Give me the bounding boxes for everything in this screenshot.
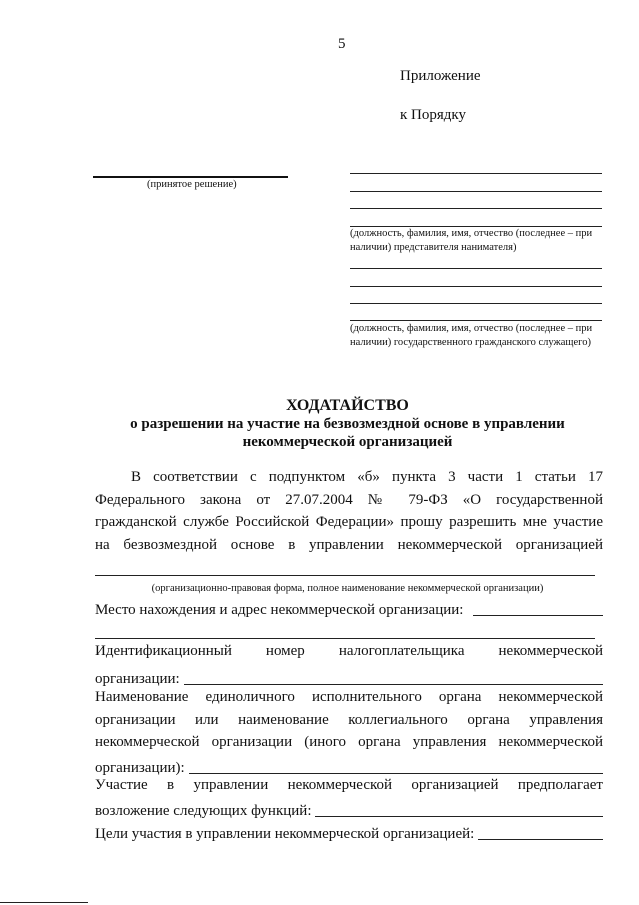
goals-label: Цели участия в управлении некоммерческой организацией: <box>95 826 475 842</box>
document-title: ХОДАТАЙСТВО <box>286 397 409 414</box>
location-field[interactable] <box>473 601 603 616</box>
inn-row <box>95 666 603 688</box>
employee-line-3 <box>350 303 602 304</box>
representative-line-2 <box>350 191 602 192</box>
employee-caption: (должность, фамилия, имя, отчество (последнее – при наличии) государственного гражданского служащего) <box>350 323 593 348</box>
functions-label-line-1: Участие в управлении некоммерческой организацией предполагает <box>95 777 603 793</box>
paragraph-line-3: гражданской службе Российской Федерации» прошу разрешить мне участие <box>95 514 603 530</box>
location-row <box>95 597 603 619</box>
employee-line-2 <box>350 286 602 287</box>
page-number: 5 <box>338 36 346 52</box>
employee-line-1 <box>350 268 602 269</box>
functions-field[interactable] <box>315 802 603 817</box>
functions-label: возложение следующих функций: <box>95 803 312 819</box>
head-label-line-2: организации или наименование коллегиального органа управления <box>95 712 603 728</box>
head-label-line-3: некоммерческой организации (иного органа управления некоммерческой <box>95 734 603 750</box>
appendix-reference: к Порядку <box>400 107 466 123</box>
inn-label: организации: <box>95 671 180 687</box>
employee-line-4 <box>350 320 602 321</box>
representative-line-1 <box>350 173 602 174</box>
organization-name-line <box>95 575 595 576</box>
petition-paragraph <box>95 466 603 556</box>
head-field[interactable] <box>189 759 603 774</box>
location-field-line-2[interactable] <box>95 638 595 639</box>
head-row <box>95 755 603 777</box>
document-subtitle-line-2: некоммерческой организацией <box>242 434 453 450</box>
head-label: организации): <box>95 760 185 776</box>
functions-row <box>95 798 603 820</box>
document-subtitle-line-1: о разрешении на участие на безвозмездной основе в управлении <box>130 416 565 432</box>
appendix-label: Приложение <box>400 68 481 84</box>
goals-field[interactable] <box>478 825 603 840</box>
inn-field[interactable] <box>184 670 603 685</box>
representative-line-3 <box>350 208 602 209</box>
head-label-line-1: Наименование единоличного исполнительного органа некоммерческой <box>95 689 603 705</box>
representative-caption: (должность, фамилия, имя, отчество (последнее – при наличии) представителя нанимателя) <box>350 228 593 253</box>
bottom-rule <box>0 902 88 903</box>
decision-caption: (принятое решение) <box>147 179 237 190</box>
organization-caption: (организационно-правовая форма, полное наименование некоммерческой организации) <box>151 583 544 594</box>
inn-label-line-1: Идентификационный номер налогоплательщика некоммерческой <box>95 643 603 659</box>
goals-row <box>95 821 603 843</box>
paragraph-line-1: В соответствии с подпунктом «б» пункта 3 части 1 статьи 17 <box>131 469 603 485</box>
paragraph-line-4: на безвозмездной основе в управлении некоммерческой организацией <box>95 536 603 553</box>
paragraph-line-2: Федерального закона от 27.07.2004 № 79-ФЗ «О государственной <box>95 491 603 508</box>
location-label: Место нахождения и адрес некоммерческой организации: <box>95 602 464 618</box>
